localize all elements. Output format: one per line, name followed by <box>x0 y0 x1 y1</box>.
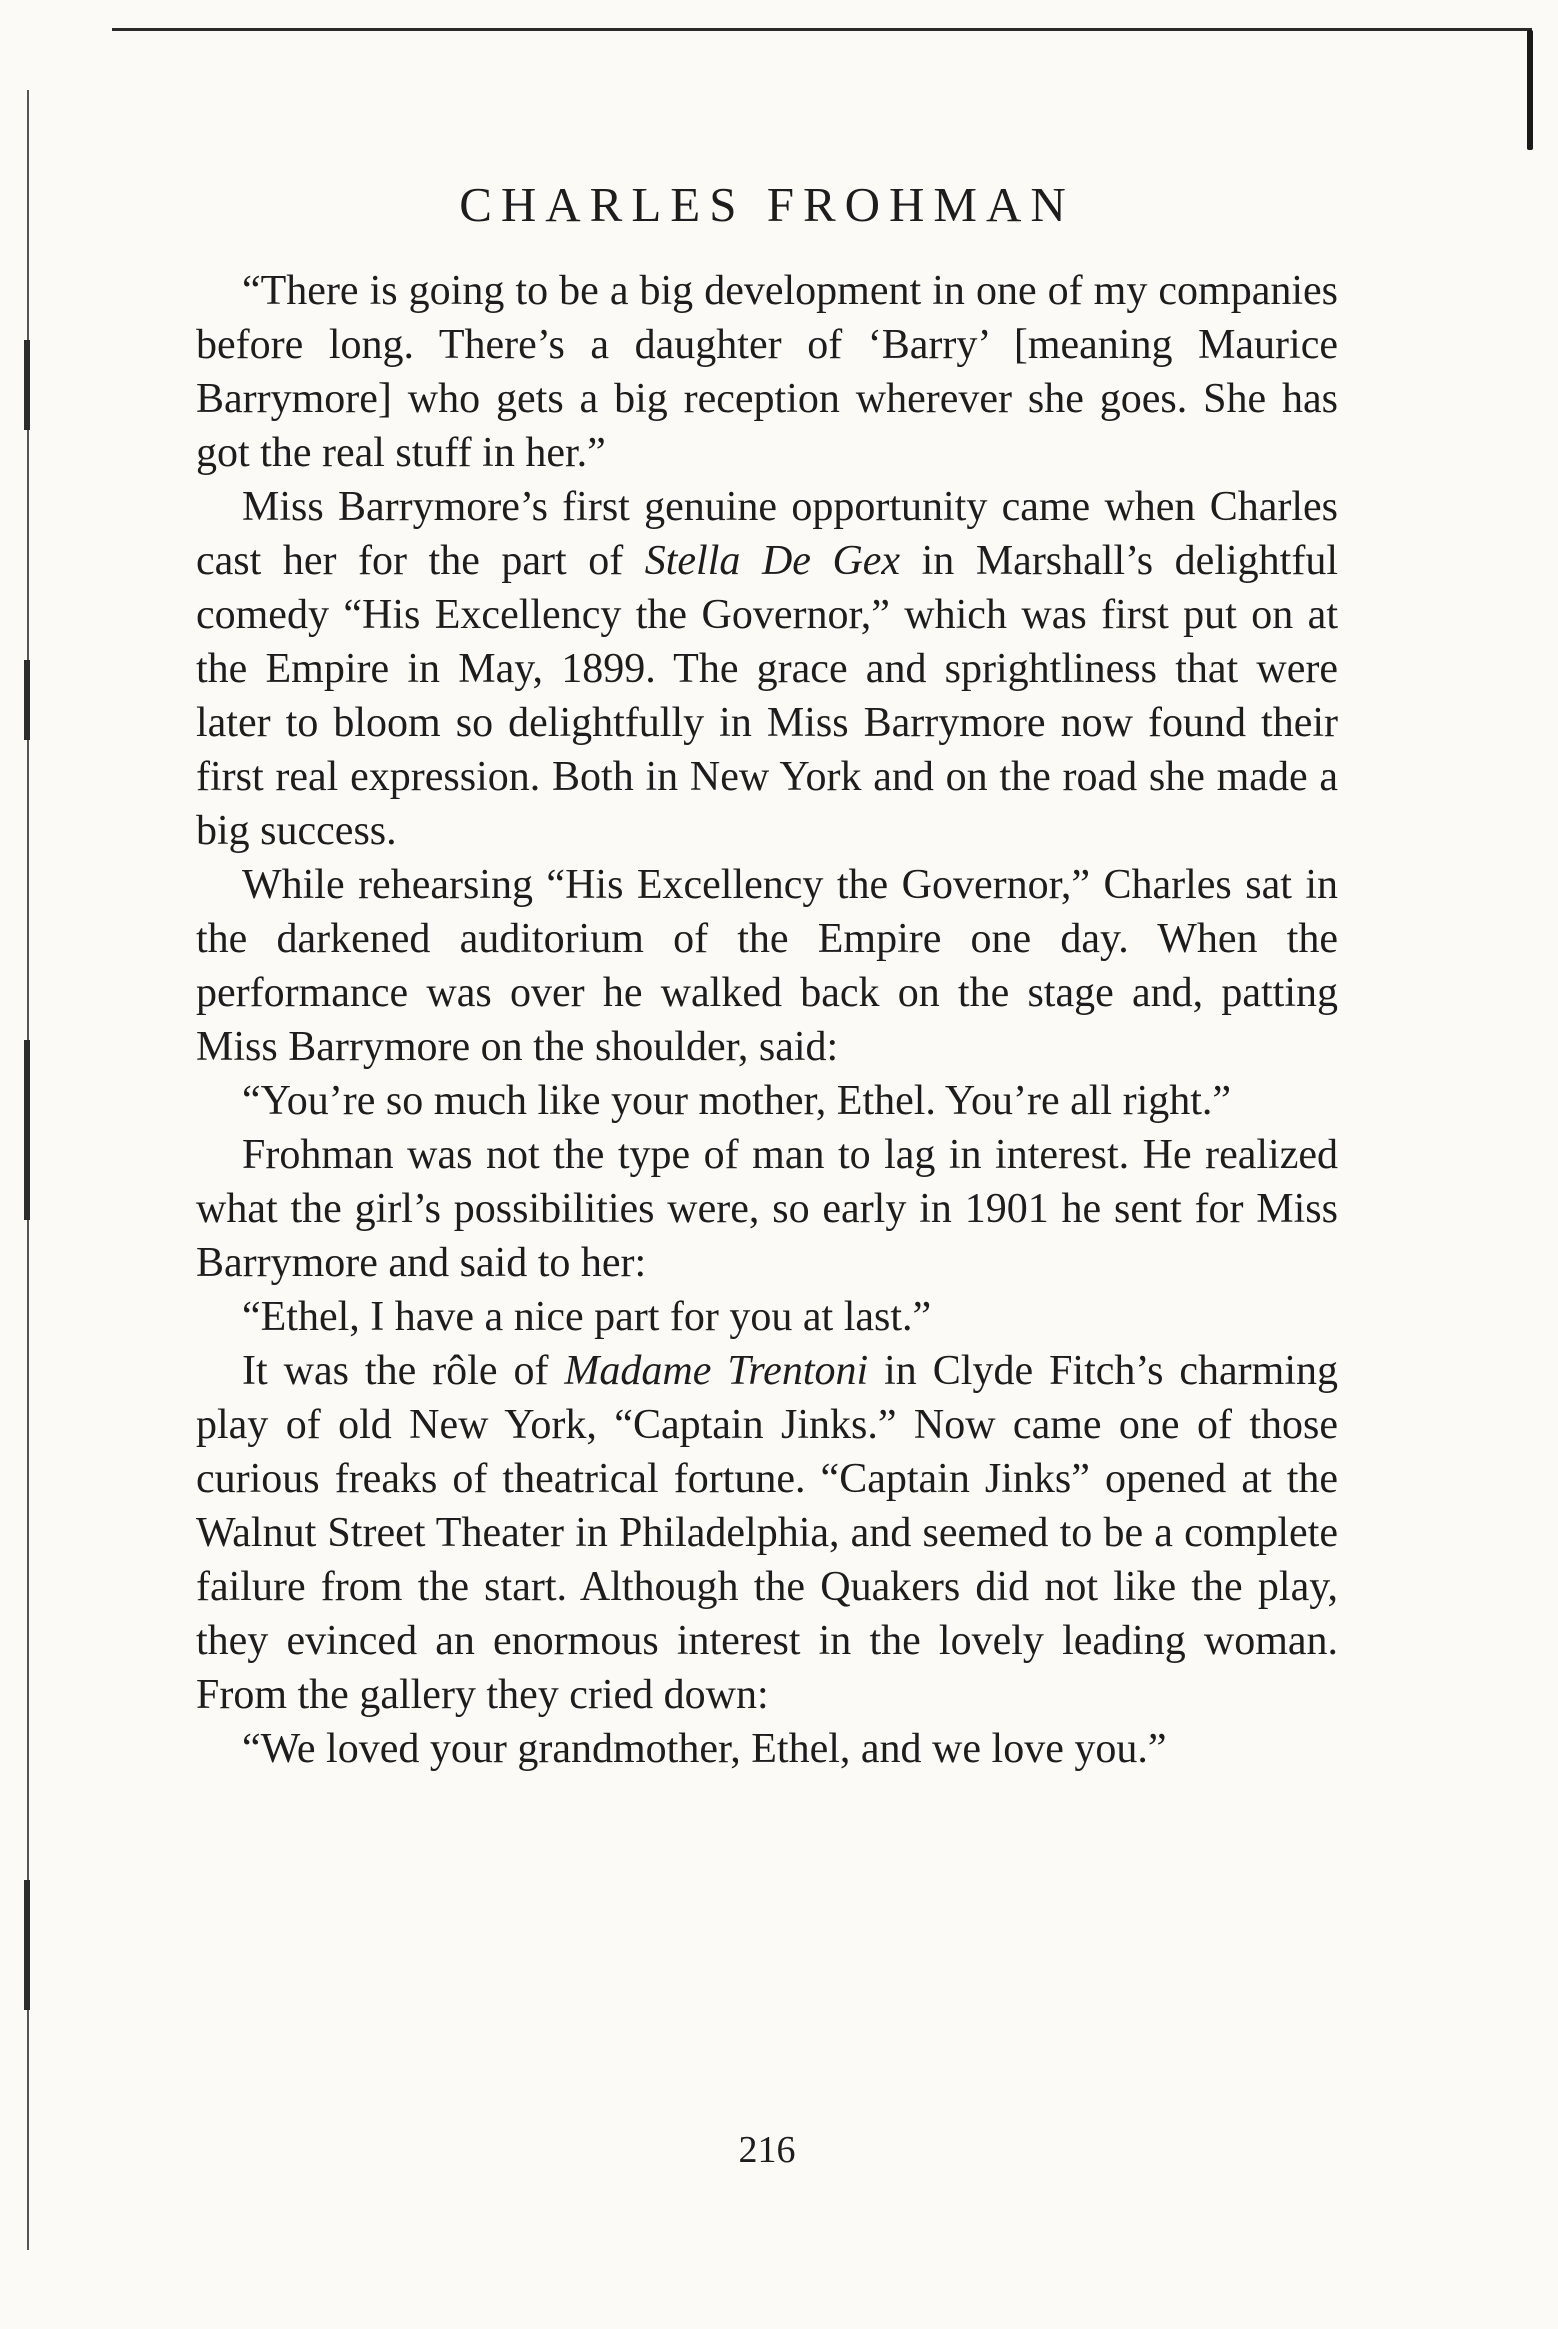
paragraph <box>196 858 1338 1074</box>
paragraph-text: “You’re so much like your mother, Ethel. You’re all right.” <box>242 1078 1232 1124</box>
paragraph <box>196 1074 1338 1128</box>
role-name: Madame Trentoni <box>564 1348 869 1394</box>
paragraph <box>196 1290 1338 1344</box>
paragraph-text: “Ethel, I have a nice part for you at last.” <box>242 1294 932 1340</box>
scan-left-mark <box>24 1040 30 1220</box>
paragraph <box>196 480 1338 858</box>
page-number: 216 <box>738 2129 796 2171</box>
paragraph-text: While rehearsing “His Excellency the Governor,” Charles sat in the darkened auditorium of the Empire one day. When the performance was over he walked back on the stage and, patting Miss Barrymore on the shoulder, said: <box>196 862 1338 1070</box>
paragraph-text: in Clyde Fitch’s charming play of old New York, “Captain Jinks.” Now came one of those curious freaks of theatrical fortune. “Captain Jinks” opened at the Walnut Street Theater in Philadelphia, and seemed to be a complete failure from the start. Although the Quakers did not like the play, they evinced an enormous interest in the lovely leading woman. From the gallery they cried down: <box>196 1348 1339 1718</box>
paragraph <box>196 1344 1338 1722</box>
running-head: CHARLES FROHMAN <box>459 177 1075 232</box>
paragraph-text: Frohman was not the type of man to lag in interest. He realized what the girl’s possibilities were, so early in 1901 he sent for Miss Barrymore and said to her: <box>196 1132 1338 1286</box>
scan-binding-edge <box>1527 30 1533 150</box>
paragraph-text: Miss Barrymore’s first genuine opportunity came when Charles cast her for the part of <box>196 484 1338 584</box>
paragraph <box>196 1722 1338 1776</box>
paragraph-text: “We loved your grandmother, Ethel, and we love you.” <box>242 1726 1167 1772</box>
scan-left-mark <box>24 1880 30 2010</box>
role-name: Stella De Gex <box>644 538 901 584</box>
paragraph <box>196 1128 1338 1290</box>
paragraph-text: in Marshall’s delightful comedy “His Excellency the Governor,” which was first put on at the Empire in May, 1899. The grace and sprightliness that were later to bloom so delightfully in Miss Barrymore now found their first real expression. Both in New York and on the road she made a big success. <box>196 538 1338 854</box>
paragraph <box>196 264 1338 480</box>
paragraph-text: “There is going to be a big development in one of my companies before long. There’s a daughter of ‘Barry’ [meaning Maurice Barrymore] who gets a big reception wherever she goes. She has got the real stuff in her.” <box>196 268 1338 476</box>
scan-left-mark <box>24 340 30 430</box>
paragraph-text: It was the rôle of <box>242 1348 565 1394</box>
scan-top-rule <box>112 28 1532 31</box>
scan-left-mark <box>24 660 30 740</box>
body-text <box>196 264 1338 1776</box>
